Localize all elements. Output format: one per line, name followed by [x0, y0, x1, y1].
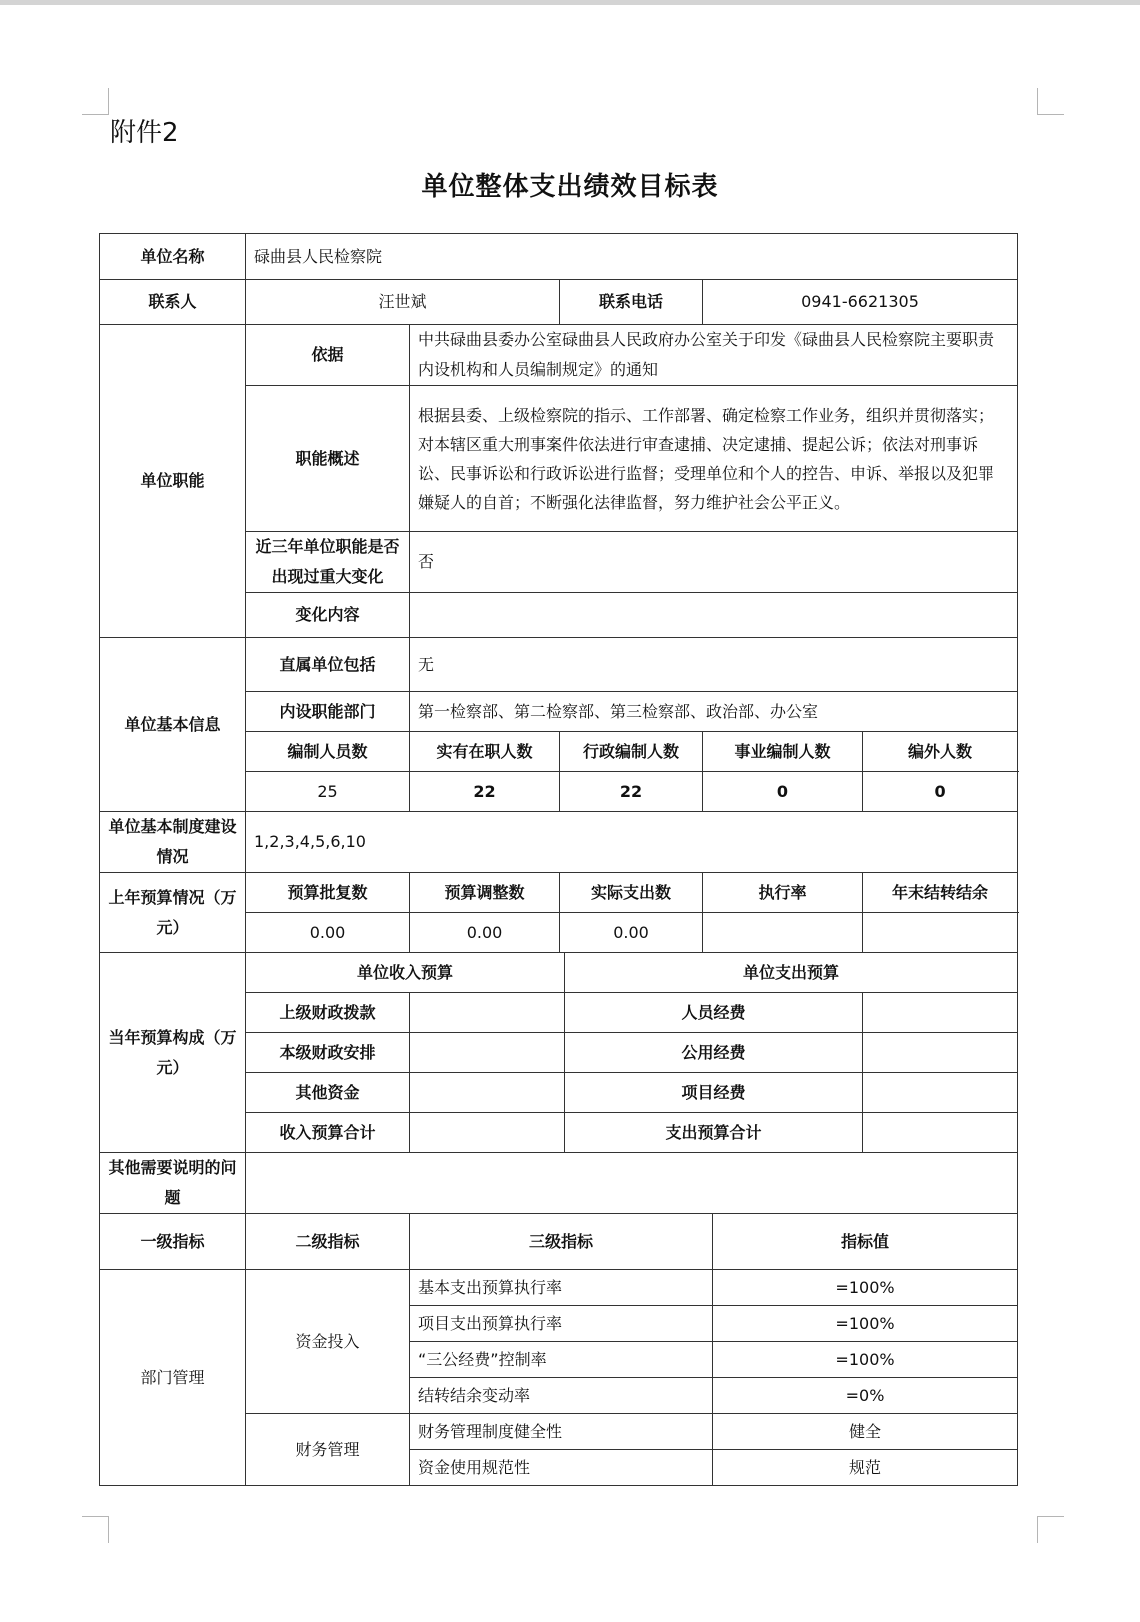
expense-item-label: 人员经费: [565, 993, 863, 1033]
indicator-value: =100%: [713, 1270, 1018, 1306]
indicator-level3: 财务管理制度健全性: [410, 1414, 713, 1450]
indicator-header-level1: 一级指标: [100, 1214, 246, 1270]
last-year-value: 0.00: [560, 913, 703, 953]
staff-header: 编制人员数: [246, 732, 410, 772]
staff-header: 实有在职人数: [410, 732, 560, 772]
contact-value: 汪世斌: [246, 280, 560, 325]
income-total-value: [410, 1113, 565, 1153]
indicator-value: =100%: [713, 1306, 1018, 1342]
staff-value: 22: [560, 772, 703, 812]
income-item-label: 本级财政安排: [246, 1033, 410, 1073]
last-year-value: [863, 913, 1018, 953]
indicator-level3: “三公经费”控制率: [410, 1342, 713, 1378]
indicator-header-value: 指标值: [713, 1214, 1018, 1270]
corner-mark-top-left: [82, 88, 109, 115]
staff-header: 事业编制人数: [703, 732, 863, 772]
other-value: [246, 1153, 1018, 1214]
last-year-header: 执行率: [703, 873, 863, 913]
expense-total-label: 支出预算合计: [565, 1113, 863, 1153]
function-label: 单位职能: [100, 325, 246, 638]
basic-info-label: 单位基本信息: [100, 638, 246, 812]
expense-item-label: 项目经费: [565, 1073, 863, 1113]
last-year-value: 0.00: [410, 913, 560, 953]
page-title: 单位整体支出绩效目标表: [421, 172, 719, 202]
last-year-label: 上年预算情况（万元）: [100, 873, 246, 953]
last-year-header: 预算调整数: [410, 873, 560, 913]
change-question-value: 否: [410, 532, 1018, 593]
change-content-value: [410, 593, 1018, 638]
performance-target-table: [99, 233, 1018, 1486]
overview-label: 职能概述: [246, 386, 410, 532]
indicator-level3: 基本支出预算执行率: [410, 1270, 713, 1306]
income-item-label: 其他资金: [246, 1073, 410, 1113]
income-item-label: 上级财政拨款: [246, 993, 410, 1033]
depts-label: 内设职能部门: [246, 692, 410, 732]
staff-value: 0: [863, 772, 1018, 812]
expense-item-value: [863, 993, 1018, 1033]
unit-name-label: 单位名称: [100, 234, 246, 280]
attachment-label: 附件2: [110, 118, 179, 148]
phone-value: 0941-6621305: [703, 280, 1018, 325]
indicator-level2: 资金投入: [246, 1270, 410, 1414]
indicator-value: 规范: [713, 1450, 1018, 1486]
expense-total-value: [863, 1113, 1018, 1153]
staff-header: 编外人数: [863, 732, 1018, 772]
staff-value: 0: [703, 772, 863, 812]
last-year-header: 实际支出数: [560, 873, 703, 913]
last-year-value: [703, 913, 863, 953]
income-total-label: 收入预算合计: [246, 1113, 410, 1153]
indicator-value: 健全: [713, 1414, 1018, 1450]
depts-value: 第一检察部、第二检察部、第三检察部、政治部、办公室: [410, 692, 1018, 732]
contact-label: 联系人: [100, 280, 246, 325]
affiliated-label: 直属单位包括: [246, 638, 410, 692]
corner-mark-bottom-right: [1037, 1516, 1064, 1543]
indicator-value: =0%: [713, 1378, 1018, 1414]
indicator-level2: 财务管理: [246, 1414, 410, 1486]
income-item-value: [410, 1073, 565, 1113]
indicator-value: =100%: [713, 1342, 1018, 1378]
overview-value: 根据县委、上级检察院的指示、工作部署、确定检察工作业务，组织并贯彻落实；对本辖区重大刑事案件依法进行审查逮捕、决定逮捕、提起公诉；依法对刑事诉讼、民事诉讼和行政诉讼进行监督；受理单位和个人的控告、申诉、举报以及犯罪嫌疑人的自首；不断强化法律监督，努力维护社会公平正义。: [410, 386, 1018, 532]
indicator-header-level3: 三级指标: [410, 1214, 713, 1270]
indicator-level3: 资金使用规范性: [410, 1450, 713, 1486]
basis-value: 中共碌曲县委办公室碌曲县人民政府办公室关于印发《碌曲县人民检察院主要职责内设机构和人员编制规定》的通知: [410, 325, 1018, 386]
unit-name-value: 碌曲县人民检察院: [246, 234, 1018, 280]
change-question-label: 近三年单位职能是否出现过重大变化: [246, 532, 410, 593]
corner-mark-bottom-left: [82, 1516, 109, 1543]
expense-item-value: [863, 1073, 1018, 1113]
change-content-label: 变化内容: [246, 593, 410, 638]
staff-value: 25: [246, 772, 410, 812]
expense-budget-title: 单位支出预算: [565, 953, 1018, 993]
last-year-value: 0.00: [246, 913, 410, 953]
expense-item-label: 公用经费: [565, 1033, 863, 1073]
affiliated-value: 无: [410, 638, 1018, 692]
expense-item-value: [863, 1033, 1018, 1073]
indicator-level3: 项目支出预算执行率: [410, 1306, 713, 1342]
income-item-value: [410, 1033, 565, 1073]
indicator-level1: 部门管理: [100, 1270, 246, 1486]
system-label: 单位基本制度建设情况: [100, 812, 246, 873]
income-item-value: [410, 993, 565, 1033]
indicator-header-level2: 二级指标: [246, 1214, 410, 1270]
staff-header: 行政编制人数: [560, 732, 703, 772]
corner-mark-top-right: [1037, 88, 1064, 115]
system-value: 1,2,3,4,5,6,10: [246, 812, 1018, 873]
other-label: 其他需要说明的问题: [100, 1153, 246, 1214]
indicator-level3: 结转结余变动率: [410, 1378, 713, 1414]
last-year-header: 年末结转结余: [863, 873, 1018, 913]
income-budget-title: 单位收入预算: [246, 953, 565, 993]
basis-label: 依据: [246, 325, 410, 386]
top-border: [0, 0, 1140, 5]
last-year-header: 预算批复数: [246, 873, 410, 913]
phone-label: 联系电话: [560, 280, 703, 325]
current-year-label: 当年预算构成（万元）: [100, 953, 246, 1153]
staff-value: 22: [410, 772, 560, 812]
